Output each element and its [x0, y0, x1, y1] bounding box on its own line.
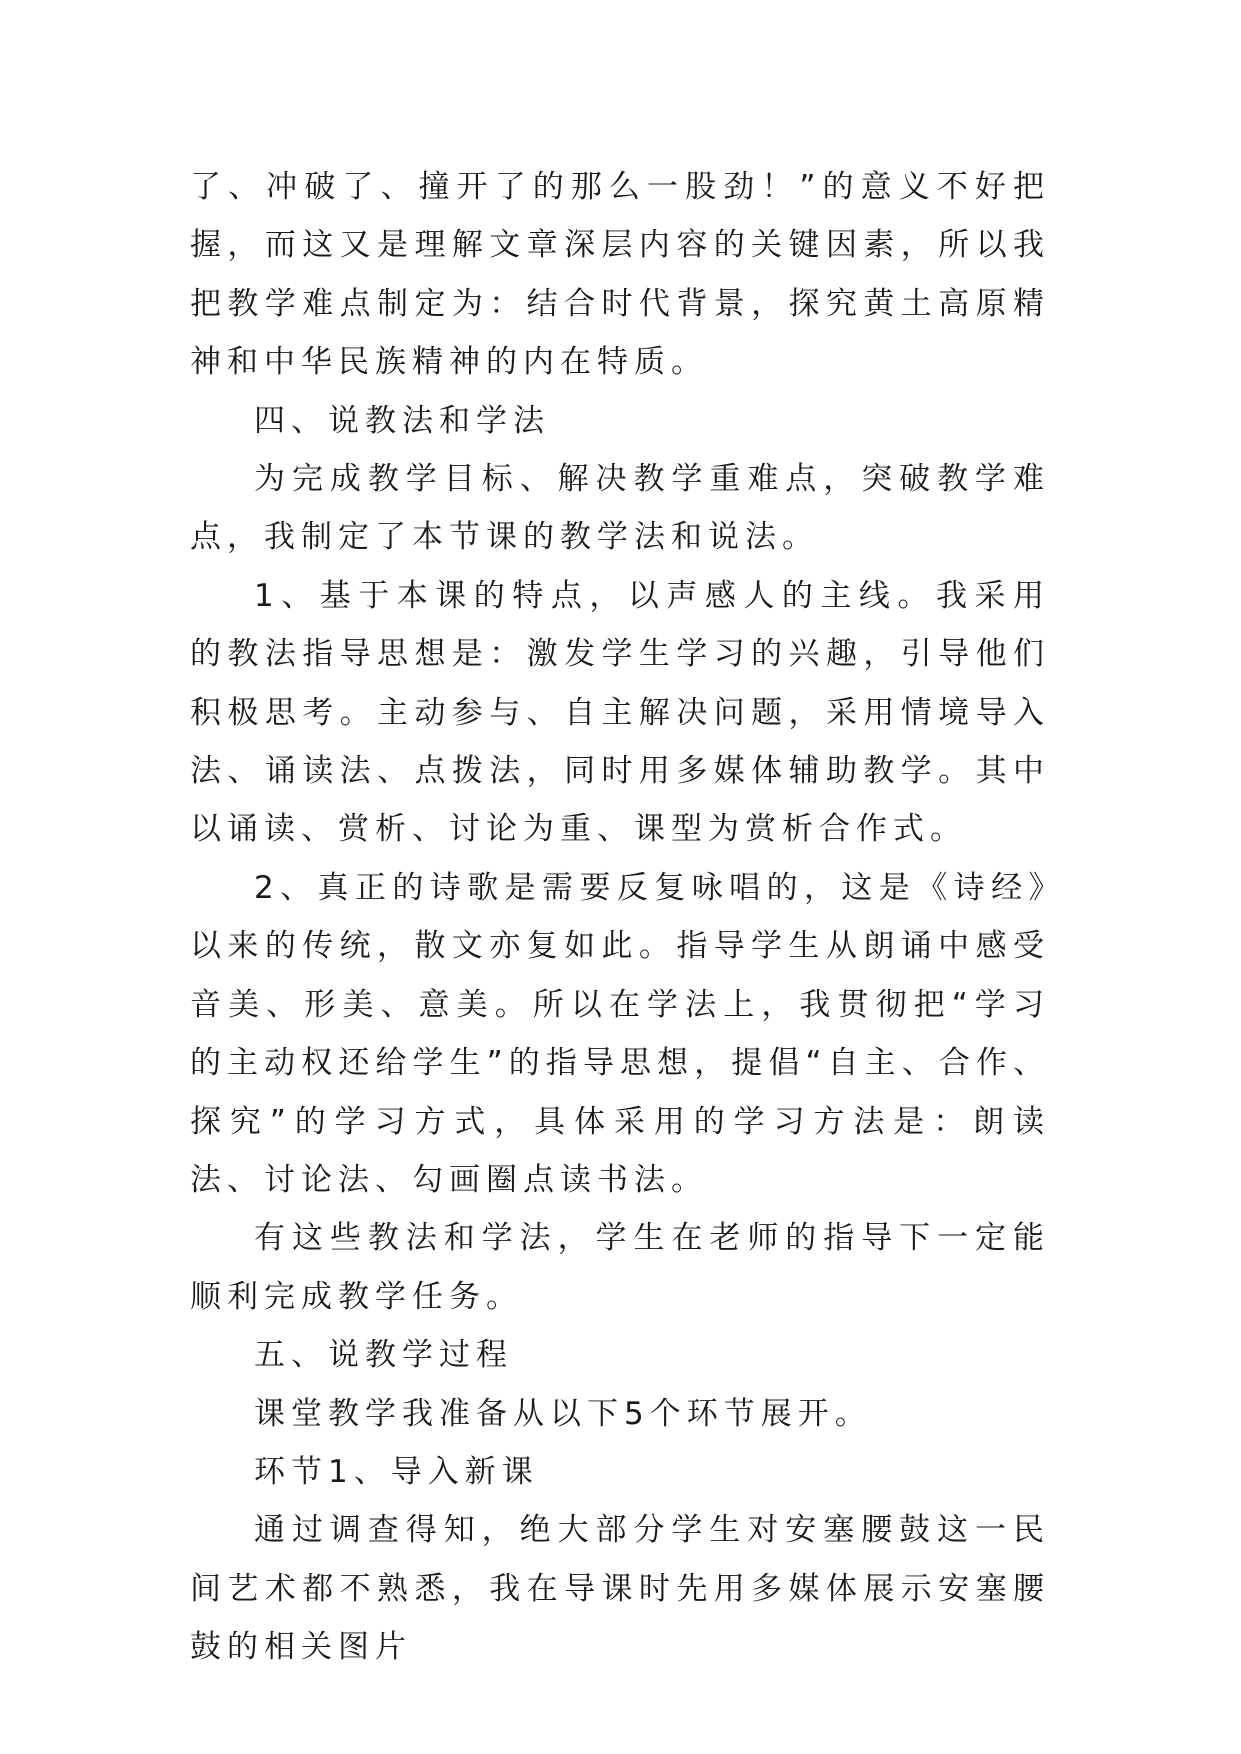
heading-step-1: 环节1、导入新课: [254, 1453, 539, 1490]
paragraph-step-1-body: 通过调查得知，绝大部分学生对安塞腰鼓这一民间艺术都不熟悉，我在导课时先用多媒体展示安塞腰鼓的相关图片: [190, 1512, 1050, 1666]
paragraph-teaching-difficulty-continued: 了、冲破了、撞开了的那么一股劲！”的意义不好把握，而这又是理解文章深层内容的关键因素，所以我把教学难点制定为：结合时代背景，探究黄土高原精神和中华民族精神的内在特质。: [190, 169, 1050, 381]
heading-teaching-process: 五、说教学过程: [254, 1337, 513, 1374]
paragraph-process-intro: 课堂教学我准备从以下5个环节展开。: [254, 1395, 872, 1432]
heading-teaching-methods: 四、说教法和学法: [254, 402, 550, 439]
paragraph-methods-intro: 为完成教学目标、解决教学重难点，突破教学难点，我制定了本节课的教学法和说法。: [190, 461, 1050, 556]
paragraph-method-1: 1、基于本课的特点，以声感人的主线。我采用的教法指导思想是：激发学生学习的兴趣，引导他们积极思考。主动参与、自主解决问题，采用情境导入法、诵读法、点拨法，同时用多媒体辅助教学。其中以诵读、赏析、讨论为重、课型为赏析合作式。: [190, 577, 1050, 848]
document-body: [190, 158, 1050, 1677]
paragraph-methods-summary: 有这些教法和学法，学生在老师的指导下一定能顺利完成教学任务。: [190, 1220, 1050, 1315]
paragraph-method-2: 2、真正的诗歌是需要反复咏唱的，这是《诗经》以来的传统，散文亦复如此。指导学生从朗诵中感受音美、形美、意美。所以在学法上，我贯彻把“学习的主动权还给学生”的指导思想，提倡“自主、合作、探究”的学习方式，具体采用的学习方法是：朗读法、讨论法、勾画圈点读书法。: [190, 869, 1050, 1198]
